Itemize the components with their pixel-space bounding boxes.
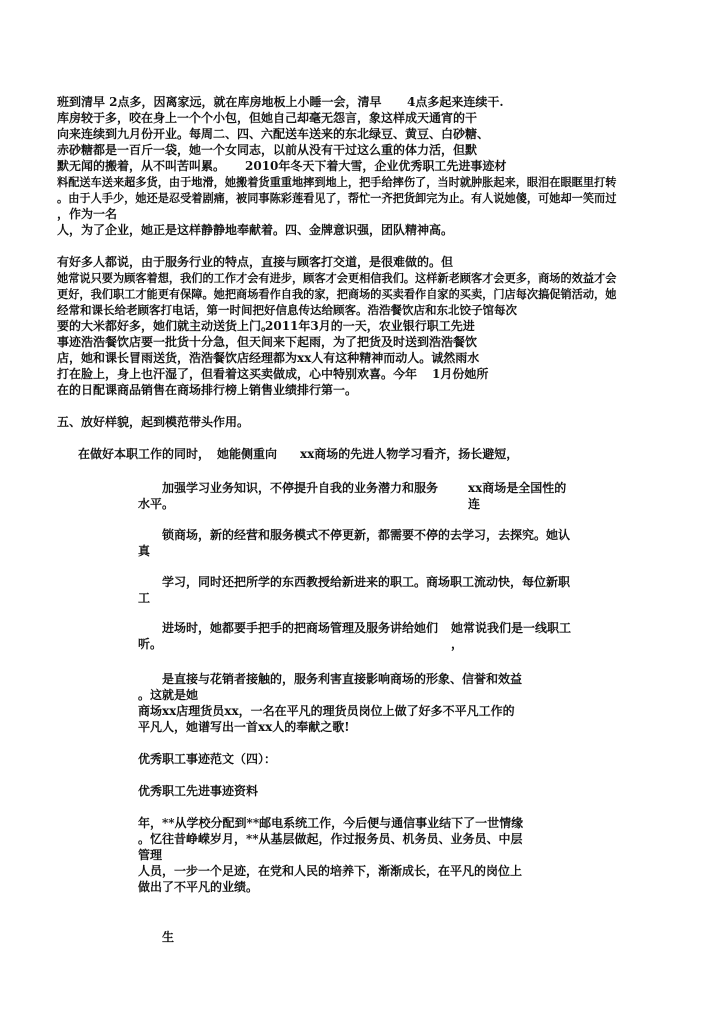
block6-line-5: 做出了不平凡的业绩。 — [138, 880, 259, 894]
block4-right-1: 她常说我们是一线职工 — [451, 621, 572, 635]
block6-line-2: 。忆往昔峥嵘岁月，**从基层做起，作过报务员、机务员、业务员、中层 — [138, 832, 523, 846]
p1-line-5b: 2010年冬天下着大雪，企业优秀职工先进事迹材 — [245, 159, 507, 173]
trailing-char: 生 — [162, 930, 175, 944]
p1-line-6: 料配送车送来超多货，由于地滑，她搬着货重重地摔到地上，把手给摔伤了，当时就肿胀起来，眼泪在眼眶里打转 — [57, 175, 617, 189]
p2-line-6: 事迹浩浩餐饮店要一批货十分急，但天间来下起雨，为了把货及时送到浩浩餐饮 — [57, 335, 478, 349]
p2-line-9: 在的日配课商品销售在商场排行榜上销售业绩排行第一。 — [57, 383, 358, 397]
block5-line-3: 商场xx店理货员xx，一名在平凡的理货员岗位上做了好多不平凡工作的 — [138, 704, 515, 718]
p2-line-7: 店，她和课长冒雨送货，浩浩餐饮店经理都为xx人有这种精神而动人。诚然雨水 — [57, 351, 480, 365]
p2-line-2: 她常说只要为顾客着想，我们的工作才会有进步，顾客才会更相信我们。这样新老顾客才会更多，商场的效益才会 — [57, 271, 617, 285]
block6-line-1: 年，**从学校分配到**邮电系统工作，今后便与通信事业结下了一世情缘 — [138, 816, 524, 830]
block5-line-2: 。这就是她 — [138, 688, 199, 702]
p1-line-8: ，作为一名 — [57, 207, 118, 221]
block4-right-2: ， — [451, 637, 464, 651]
intro-part-c: xx商场的先进人物学习看齐，扬长避短， — [300, 447, 519, 461]
block3-line-2: 工 — [138, 591, 151, 605]
p1-line-3: 向来连续到九月份开业。每周二、四、六配送车送来的东北绿豆、黄豆、白砂糖、 — [57, 127, 490, 141]
block2-line-2: 真 — [138, 544, 151, 558]
p2-line-1: 有好多人都说，由于服务行业的特点，直接与顾客打交道，是很难做的。但 — [57, 255, 454, 269]
intro-part-a: 在做好本职工作的同时， — [78, 447, 211, 461]
p2-line-5a: 要的大米都好多，她们就主动送货上门。 — [57, 319, 274, 333]
block3-line-1: 学习，同时还把所学的东西教授给新进来的职工。商场职工流动快，每位新职 — [162, 575, 571, 589]
p2-line-5b: 2011年3月的一天，农业银行职工先进 — [265, 319, 475, 333]
block1-left-2: 水平。 — [138, 497, 175, 511]
block5-line-1: 是直接与花销者接触的，服务利害直接影响商场的形象、信誉和效益 — [162, 672, 523, 686]
p2-line-4: 经常和课长给老顾客打电话，第一时间把好信息传达给顾客。浩浩餐饮店和东北饺子馆每次 — [57, 303, 517, 317]
p2-line-8a: 打在脸上，身上也汗湿了，但看着这买卖做成，心中特别欢喜。今年 — [57, 367, 418, 381]
sample-heading: 优秀职工事迹范文（四）： — [138, 752, 277, 766]
block1-right-1: xx商场是全国性的 — [468, 481, 567, 495]
block6-line-3: 管理 — [138, 848, 163, 862]
p1-line-7: 。由于人手少，她还是忍受着剧痛，被同事陈彩莲看见了，帮忙一齐把货卸完为止。有人说她傻，可她却一笑而过 — [57, 191, 617, 205]
block4-left-1: 进场时，她都要手把手的把商场管理及服务讲给她们 — [162, 621, 439, 635]
p2-line-8b: 1月份她所 — [432, 367, 489, 381]
section-heading: 五、放好样貌，起到模范带头作用。 — [57, 415, 250, 429]
block1-right-2: 连 — [468, 497, 481, 511]
block1-left-1: 加强学习业务知识，不停提升自我的业务潜力和服务 — [162, 481, 439, 495]
p1-line-2: 库房较于多，咬在身上一个个小包，但她自己却毫无怨言，象这样成天通宵的干 — [57, 111, 478, 125]
p2-line-3: 更好，我们职工才能更有保障。她把商场看作自我的家，把商场的买卖看作自家的买卖，门店每次搞促销活动，她 — [57, 287, 617, 301]
p1-line-1a: 班到清早 2点多，因离家远，就在库房地板上小睡一会，清早 — [57, 95, 382, 109]
intro-part-b: 她能侧重向 — [217, 447, 278, 461]
block2-line-1: 锁商场，新的经营和服务模式不停更新，都需要不停的去学习，去探究。她认 — [162, 528, 571, 542]
p1-line-9: 人，为了企业，她正是这样静静地奉献着。四、金牌意识强，团队精神高。 — [57, 223, 454, 237]
p1-line-4: 赤砂糖都是一百斤一袋，她一个女同志，以前从没有干过这么重的体力活，但默 — [57, 143, 478, 157]
block5-line-4: 平凡人，她谱写出一首xx人的奉献之歌! — [138, 720, 350, 734]
block6-line-4: 人员，一步一个足迹，在党和人民的培养下，渐渐成长，在平凡的岗位上 — [138, 864, 523, 878]
material-title: 优秀职工先进事迹资料 — [138, 784, 259, 798]
block4-left-2: 听。 — [138, 637, 163, 651]
p1-line-5a: 默无闻的搬着，从不叫苦叫累。 — [57, 159, 226, 173]
p1-line-1b: 4点多起来连续干. — [407, 95, 504, 109]
